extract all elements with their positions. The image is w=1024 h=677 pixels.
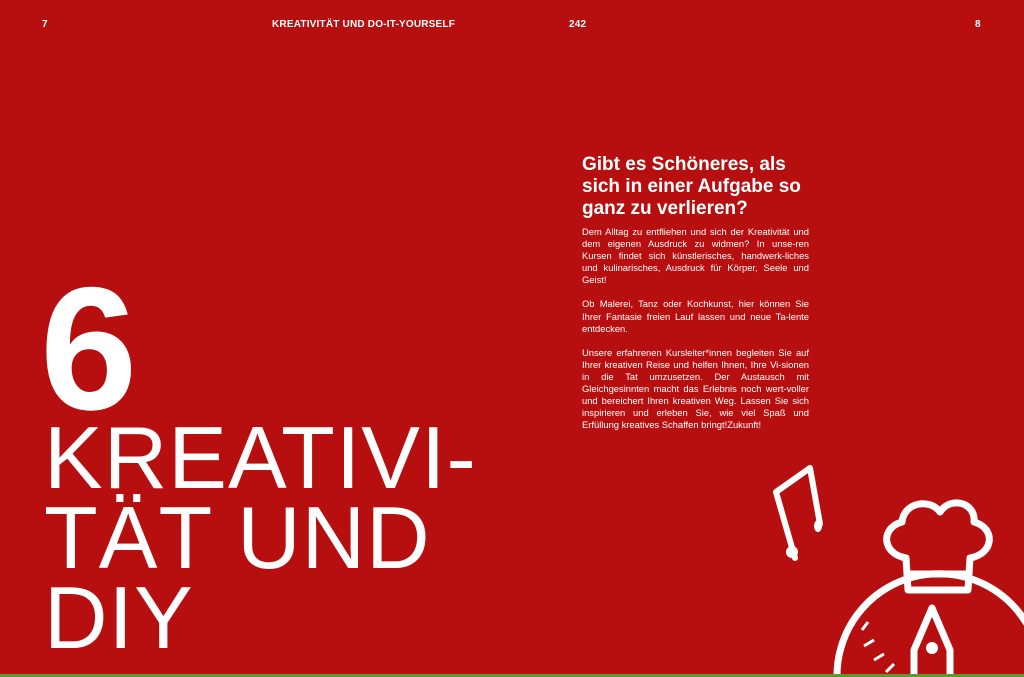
headline: Gibt es Schöneres, als sich in einer Aufgabe so ganz zu verlieren? [582,154,801,219]
paragraph: Dem Alltag zu entfliehen und sich der Kreativität und dem eigenen Ausdruck zu widmen? In unse-ren Kursen findet sich künstlerisches, handwerk-liches und kulinarisches, Ausdruck für Körper, Seele und Geist! [582,226,809,286]
chapter-number: 6 [40,252,134,447]
section-title: KREATIVITÄT UND DO-IT-YOURSELF [272,19,456,30]
pencil-icon [914,608,950,677]
chapter-title-line-2: TÄT UND [44,488,431,587]
paragraph: Unsere erfahrenen Kursleiter*innen begleiten Sie auf Ihrer kreativen Reise und helfen Ihnen, Ihre Vi-sionen in die Tat umzusetzen. Der Austausch mit Gleichgesinnten macht das Erlebnis noch wert-voller und bereichert Ihren kreativen Weg. Lassen Sie sich inspirieren und erleben Sie, wie viel Spaß und Erfüllung kreatives Schaffen bringt!Zukunft! [582,346,809,431]
page-number-right: 8 [975,19,981,30]
chapter-title-line-3: DIY [44,568,194,667]
music-note-icon [776,468,822,558]
page-number-left: 7 [42,19,48,30]
page-number-center: 242 [569,19,587,30]
chapter-title-line-1: KREATIVI- [44,408,477,507]
paragraph: Ob Malerei, Tanz oder Kochkunst, hier können Sie Ihrer Fantasie freien Lauf lassen und neue Ta-lente entdecken. [582,298,809,334]
